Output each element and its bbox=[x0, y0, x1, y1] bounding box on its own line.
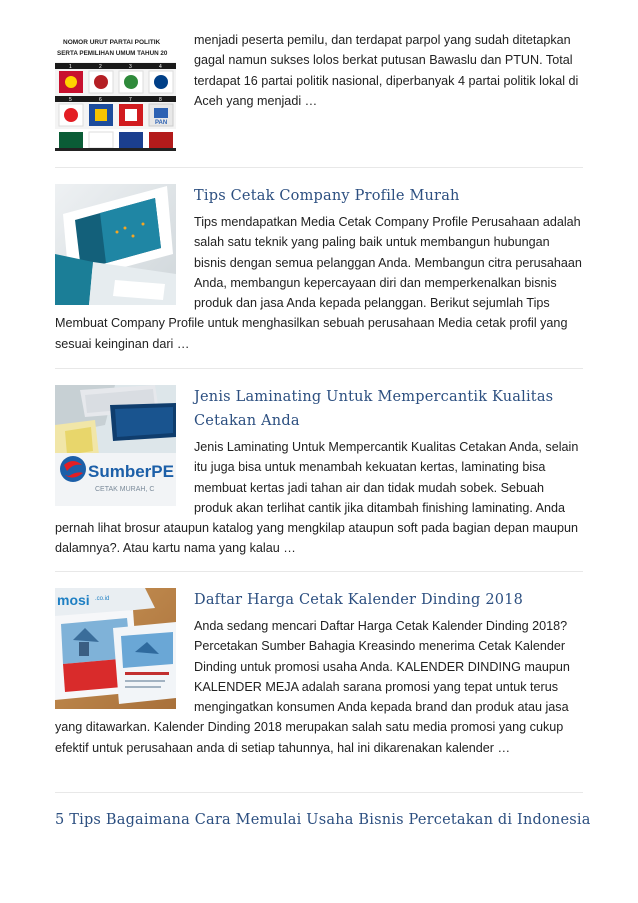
post-thumbnail-company-profile[interactable] bbox=[55, 184, 176, 305]
thumb-logo-text: mosi bbox=[57, 592, 90, 608]
post-excerpt: Jenis Laminating Untuk Mempercantik Kualitas Cetakan Anda, selain itu juga bisa untuk menambah kekuatan kertas, laminating bisa membuat kertas jadi tahan air dan tidak mudah sobek. Sebuah produk akan terlihat cantik jika ditambah finishing laminating. Anda pernah lihat brosur ataupun katalog yang mengkilap ataupun soft pada bagian depan maupun dalamnya?. Atau kartu nama yang kalau … bbox=[55, 440, 579, 556]
post-title-link[interactable]: Daftar Harga Cetak Kalender Dinding 2018 bbox=[194, 592, 524, 608]
svg-text:2: 2 bbox=[99, 64, 102, 70]
post-title-link[interactable]: 5 Tips Bagaimana Cara Memulai Usaha Bisnis Percetakan di Indonesia bbox=[55, 812, 591, 828]
post-excerpt: menjadi peserta pemilu, dan terdapat parpol yang sudah ditetapkan gagal namun sukses lolos berkat putusan Bawaslu dan PTUN. Total terdapat 16 partai politik nasional, diperbanyak 4 partai politik lokal di Aceh yang menjadi … bbox=[194, 33, 579, 108]
post-thumbnail-partai[interactable] bbox=[55, 30, 176, 151]
svg-text:5: 5 bbox=[69, 97, 72, 103]
post-item bbox=[55, 30, 583, 168]
post-title-link[interactable]: Jenis Laminating Untuk Mempercantik Kualitas Cetakan Anda bbox=[194, 389, 554, 429]
thumb-banner-line2: SERTA PEMILIHAN UMUM TAHUN 20 bbox=[57, 50, 168, 57]
post-list bbox=[55, 30, 583, 793]
post-title-link[interactable]: Tips Cetak Company Profile Murah bbox=[194, 188, 460, 204]
post-excerpt: Tips mendapatkan Media Cetak Company Profile Perusahaan adalah salah satu teknik yang paling baik untuk membangun hubungan bisnis dengan semua pelanggan Anda. Membangun citra perusahaan Anda, membangun kepercayaan diri dan memperkenalkan bisnis produk dan jasa Anda kepada pelanggan. Berikut sejumlah Tips Membuat Company Profile untuk menghasilkan sebuah perusahaan Media cetak profil yang sesuai keinginan dari … bbox=[55, 215, 582, 351]
post-item bbox=[55, 588, 583, 793]
post-excerpt: Anda sedang mencari Daftar Harga Cetak Kalender Dinding 2018? Percetakan Sumber Bahagia Kreasindo menerima Cetak Kalender Dinding untuk promosi usaha Anda. KALENDER DINDING maupun KALENDER MEJA adalah sarana promosi yang tepat untuk terus mengingatkan konsumen Anda kepada brand dan produk atau jasa yang ditawarkan. Kalender Dinding 2018 merupakan salah satu media promosi yang cukup efektif untuk perusahaan anda di setiap tahunnya, hal ini dikarenakan kalender … bbox=[55, 619, 570, 755]
thumb-banner-line1: NOMOR URUT PARTAI POLITIK bbox=[63, 39, 161, 46]
svg-text:6: 6 bbox=[99, 97, 102, 103]
thumb-brand-text: SumberPE bbox=[88, 462, 174, 481]
svg-text:4: 4 bbox=[159, 64, 162, 70]
post-thumbnail-kalender[interactable] bbox=[55, 588, 176, 709]
thumb-tagline-text: CETAK MURAH, C bbox=[95, 486, 155, 493]
thumb-logo-suffix: .co.id bbox=[95, 596, 110, 602]
svg-text:7: 7 bbox=[129, 97, 132, 103]
post-item bbox=[55, 385, 583, 572]
post-thumbnail-laminating[interactable] bbox=[55, 385, 176, 506]
post-item bbox=[55, 184, 583, 369]
svg-text:3: 3 bbox=[129, 64, 132, 70]
svg-text:1: 1 bbox=[69, 64, 72, 70]
svg-text:8: 8 bbox=[159, 97, 162, 103]
thumb-pan-label: PAN bbox=[155, 120, 168, 126]
